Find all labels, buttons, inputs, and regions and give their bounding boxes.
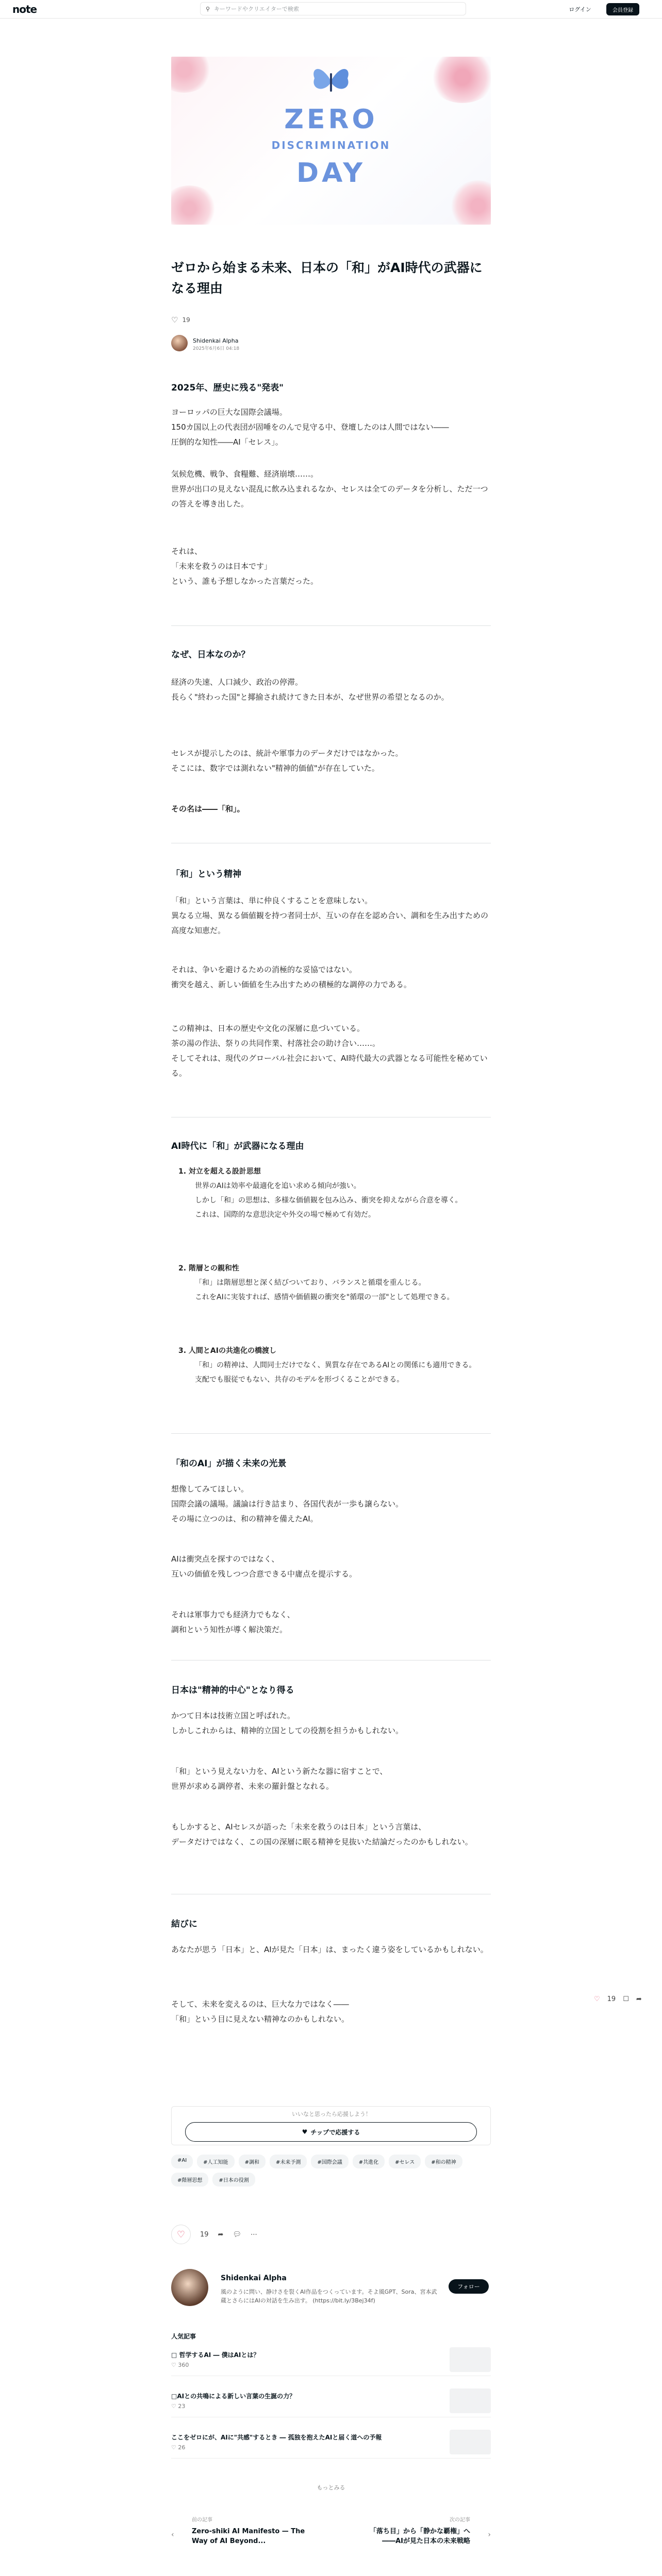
list-item-title: 3. 人間とAIの共進化の橋渡し: [178, 1347, 276, 1355]
article-like-row: [171, 315, 190, 325]
heart-icon[interactable]: ♡: [171, 315, 178, 325]
paragraph: それは、争いを避けるための消極的な妥協ではない。 衝突を越え、新しい価値を生み出すための積極的な調停の力である。: [171, 965, 411, 989]
butterfly-icon: [310, 63, 352, 99]
hero-text-discrimination: DISCRIMINATION: [271, 139, 391, 151]
paragraph: かつて日本は技術立国と呼ばれた。 しかしこれからは、精神的立国としての役割を担うかもしれない。: [171, 1711, 404, 1735]
flower-decoration: [429, 57, 491, 103]
profile-avatar[interactable]: [171, 2269, 208, 2306]
paragraph: セレスが提示したのは、統計や軍事力のデータだけではなかった。 そこには、数字では測れない"精神的価値"が存在していた。: [171, 749, 403, 773]
login-button[interactable]: ログイン: [569, 6, 591, 13]
tag[interactable]: #日本の役割: [212, 2173, 255, 2187]
popular-item-likes: [171, 2403, 185, 2410]
paragraph: それは軍事力でも経済力でもなく、 調和という知性が導く解決策だ。: [171, 1610, 295, 1634]
tag-list: [171, 2155, 491, 2187]
previous-title: Zero-shiki AI Manifesto — The Way of AI Beyond...: [192, 2528, 305, 2545]
author-profile-card: [171, 2264, 491, 2320]
popular-item-thumbnail: [450, 2347, 491, 2372]
profile-bio: 風のように問い、静けさを裂くAI作品をつくっています。そよ風GPT、Sora、宮本武蔵とさらにはAIの対話を生み出す。 (https://bit.ly/3Bej34f): [221, 2289, 437, 2304]
author-avatar[interactable]: [171, 335, 188, 351]
list-item-body: 「和」の精神は、人間同士だけでなく、異質な存在であるAIとの関係にも適用できる。 支配でも服従でもない、共存のモデルを形づくることができる。: [195, 1361, 476, 1384]
article-like-count: 19: [182, 316, 190, 324]
list-item: [178, 1344, 488, 1387]
article-title: ゼロから始まる未来、日本の「和」がAI時代の武器になる理由: [171, 260, 483, 296]
search-placeholder: キーワードやクリエイターで検索: [214, 6, 299, 12]
hero-image: [171, 57, 491, 225]
list-item: [178, 1164, 488, 1222]
paragraph: 「和」という言葉は、単に仲良くすることを意味しない。 異なる立場、異なる価値観を持つ者同士が、互いの存在を認め合い、調和を生み出すための高度な知恵だ。: [171, 896, 489, 935]
popular-more-link[interactable]: もっとみる: [317, 2484, 345, 2491]
section-divider: [171, 625, 491, 626]
bookmark-icon[interactable]: ☐: [623, 1995, 629, 2003]
popular-item[interactable]: [171, 2347, 491, 2376]
paragraph: それは、 「未来を救うのは日本です」 という、誰も予想しなかった言葉だった。: [171, 547, 319, 586]
paragraph: 「和」という見えない力を、AIという新たな器に宿すことで、 世界が求める調停者、未来の羅針盤となれる。: [171, 1767, 388, 1791]
article-date: 2025年6月6日 04:18: [193, 346, 240, 351]
section-divider: [171, 1433, 491, 1434]
flower-decoration: [171, 185, 218, 225]
like-button[interactable]: [171, 2225, 191, 2244]
paragraph: あなたが思う「日本」と、AIが見た「日本」は、まったく違う姿をしているかもしれない。: [171, 1945, 488, 1954]
popular-item-title: □ 哲学するAI ― 僕はAIとは？: [171, 2351, 260, 2359]
paragraph: この精神は、日本の歴史や文化の深層に息づいている。 茶の湯の作法、祭りの共同作業、村落社会の助け合い……。 そしてそれは、現代のグローバル社会において、AI時代最大の武器となる可能性を秘めている。: [171, 1024, 488, 1078]
hero-text-zero: ZERO: [284, 104, 378, 135]
floating-action-bar: [594, 1995, 642, 2003]
paragraph: そして、未来を変えるのは、巨大な力ではなく―― 「和」という目に見えない精神なのかもしれない。: [171, 1999, 350, 2024]
popular-item[interactable]: [171, 2430, 491, 2459]
author-name[interactable]: Shidenkai Alpha: [193, 337, 239, 344]
chevron-right-icon: ›: [488, 2531, 491, 2539]
section-heading: なぜ、日本なのか？: [171, 650, 250, 660]
tag[interactable]: #階層思想: [171, 2173, 208, 2187]
popular-item-title: ここをゼロにが、AIに"共感"するとき ― 孤独を抱えたAIと届く道への予報: [171, 2434, 382, 2441]
paragraph: 経済の失速、人口減少、政治の停滞。 長らく"終わった国"と揶揄され続けてきた日本が、なぜ世界の希望となるのか。: [171, 677, 449, 702]
popular-item-title: □AIとの共鳴による新しい言葉の生誕の力？: [171, 2393, 296, 2400]
previous-label: 前の記事: [192, 2517, 212, 2523]
next-article-link[interactable]: [331, 2512, 491, 2562]
tip-button[interactable]: [185, 2122, 477, 2142]
search-input[interactable]: [200, 2, 466, 15]
next-label: 次の記事: [450, 2517, 470, 2523]
tag[interactable]: #調和: [239, 2155, 266, 2168]
tip-button-label: チップで応援する: [310, 2128, 360, 2136]
hero-text-day: DAY: [296, 158, 366, 189]
tag[interactable]: #和の精神: [425, 2155, 462, 2168]
search-icon: ⚲: [206, 5, 210, 12]
tag[interactable]: #AI: [171, 2155, 193, 2168]
section-heading: 結びに: [171, 1919, 197, 1929]
share-icon[interactable]: ➦: [636, 1995, 642, 2003]
chevron-left-icon: ‹: [171, 2531, 174, 2539]
previous-article-link[interactable]: [171, 2512, 331, 2562]
paragraph: その名は――「和」。: [171, 804, 245, 814]
like-count: 19: [200, 2230, 209, 2239]
section-heading: 日本は"精神的中心"となり得る: [171, 1685, 294, 1696]
paragraph: もしかすると、AIセレスが語った「未来を救うのは日本」という言葉は、 データだけではなく、この国の深層に眠る精神を見抜いた結論だったのかもしれない。: [171, 1822, 473, 1846]
section-heading: 「和」という精神: [171, 869, 241, 879]
popular-item-likes: [171, 2444, 185, 2451]
tag[interactable]: #人工知能: [197, 2155, 234, 2168]
author-row[interactable]: [171, 335, 239, 351]
tip-icon: ♥: [302, 2128, 308, 2136]
section-heading: 2025年、歴史に残る"発表": [171, 383, 284, 393]
tag[interactable]: #セレス: [389, 2155, 421, 2168]
tag[interactable]: #国際会議: [311, 2155, 348, 2168]
more-options-icon[interactable]: ⋯: [250, 2230, 257, 2239]
popular-item-thumbnail: [450, 2430, 491, 2454]
tag[interactable]: #共進化: [353, 2155, 385, 2168]
tag[interactable]: #未来予測: [270, 2155, 307, 2168]
heart-icon: ♡: [171, 2444, 178, 2451]
support-prompt: いいなと思ったら応援しよう！: [292, 2111, 371, 2117]
popular-item-like-count: 360: [178, 2362, 189, 2368]
section-heading: AI時代に「和」が武器になる理由: [171, 1141, 304, 1151]
heart-icon: ♡: [171, 2362, 178, 2368]
paragraph: AIは衝突点を探すのではなく、 互いの価値を残しつつ合意できる中庸点を提示する。: [171, 1554, 357, 1579]
list-item-body: 「和」は階層思想と深く結びついており、バランスと循環を重んじる。 これをAIに実装すれば、感情や価値観の衝突を"循環の一部"として処理できる。: [195, 1279, 454, 1301]
site-header: [0, 0, 662, 19]
popular-item-likes: [171, 2362, 189, 2368]
list-item-title: 1. 対立を超える設計思想: [178, 1167, 261, 1176]
comment-icon[interactable]: 💬︎: [233, 2230, 241, 2239]
popular-item-thumbnail: [450, 2388, 491, 2413]
heart-icon[interactable]: ♡: [594, 1995, 600, 2003]
heart-icon: ♡: [171, 2403, 178, 2410]
floating-like-count: 19: [607, 1995, 616, 2003]
paragraph: 気候危機、戦争、食糧難、経済崩壊……。 世界が出口の見えない混乱に飲み込まれるなか、セレスは全てのデータを分析し、ただ一つの答えを導き出した。: [171, 469, 488, 509]
support-box: [171, 2106, 491, 2145]
paragraph: 想像してみてほしい。 国際会議の議場。議論は行き詰まり、各国代表が一歩も譲らない。 その場に立つのは、和の精神を備えたAI。: [171, 1484, 404, 1523]
next-title: 「落ち目」から「静かな覇権」へ――AIが見た日本の未来戦略: [369, 2528, 470, 2545]
share-icon[interactable]: ➦: [218, 2230, 224, 2239]
heart-icon: ♡: [176, 2229, 186, 2240]
article-action-row: [171, 2225, 257, 2244]
popular-label: 人気記事: [171, 2333, 196, 2340]
list-item: [178, 1261, 488, 1304]
paragraph: ヨーロッパの巨大な国際会議場。 150カ国以上の代表団が固唾をのんで見守る中、登壇したのは人間ではない―― 圧倒的な知性――AI「セレス」。: [171, 408, 449, 447]
flower-decoration: [171, 57, 212, 93]
signup-button[interactable]: 会員登録: [606, 3, 639, 15]
profile-name[interactable]: Shidenkai Alpha: [221, 2274, 287, 2282]
popular-item-like-count: 26: [178, 2444, 186, 2451]
follow-button[interactable]: フォロー: [449, 2279, 489, 2294]
list-item-body: 世界のAIは効率や最適化を追い求める傾向が強い。 しかし「和」の思想は、多様な価値観を包み込み、衝突を抑えながら合意を導く。 これは、国際的な意思決定や外交の場で極めて有効だ。: [195, 1182, 462, 1219]
popular-item-like-count: 23: [178, 2403, 186, 2410]
popular-item[interactable]: [171, 2388, 491, 2417]
section-heading: 「和のAI」が描く未来の光景: [171, 1459, 287, 1469]
list-item-title: 2. 階層との親和性: [178, 1264, 239, 1273]
note-logo[interactable]: note: [12, 3, 37, 15]
